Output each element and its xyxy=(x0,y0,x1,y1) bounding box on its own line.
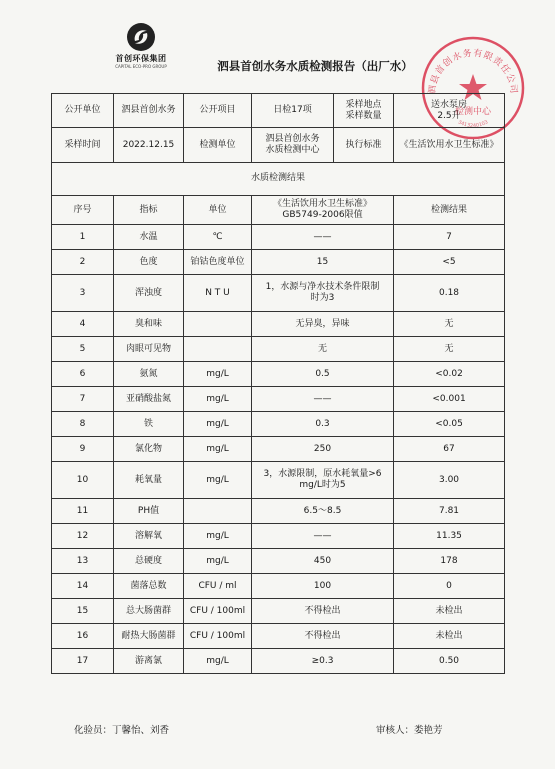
standard-limit: 0.3 xyxy=(252,412,394,437)
column-header: 单位 xyxy=(184,196,252,225)
standard-limit: 0.5 xyxy=(252,362,394,387)
test-result: 未检出 xyxy=(394,624,505,649)
test-result: 7.81 xyxy=(394,499,505,524)
test-result: <0.001 xyxy=(394,387,505,412)
indicator-name: 浑浊度 xyxy=(114,275,184,312)
standard-limit: 6.5～8.5 xyxy=(252,499,394,524)
test-result: 67 xyxy=(394,437,505,462)
standard-limit: —— xyxy=(252,225,394,250)
header-cell: 泗县首创水务 xyxy=(114,94,184,128)
standard-limit: 100 xyxy=(252,574,394,599)
table-row xyxy=(52,649,505,674)
table-row xyxy=(52,549,505,574)
indicator-name: 总大肠菌群 xyxy=(114,599,184,624)
results-body xyxy=(52,225,505,674)
column-header: 序号 xyxy=(52,196,114,225)
indicator-name: 菌落总数 xyxy=(114,574,184,599)
row-index: 9 xyxy=(52,437,114,462)
table-row xyxy=(52,412,505,437)
header-cell: 日检17项 xyxy=(252,94,334,128)
indicator-name: 臭和味 xyxy=(114,312,184,337)
results-section-row xyxy=(52,161,505,196)
test-result: 0.50 xyxy=(394,649,505,674)
unit: CFU / 100ml xyxy=(184,599,252,624)
row-index: 3 xyxy=(52,275,114,312)
column-header: 《生活饮用水卫生标准》 GB5749-2006限值 xyxy=(252,196,394,225)
test-result: 无 xyxy=(394,337,505,362)
row-index: 4 xyxy=(52,312,114,337)
unit: mg/L xyxy=(184,362,252,387)
logo-mark-icon xyxy=(126,22,156,52)
standard-limit: 250 xyxy=(252,437,394,462)
indicator-name: 肉眼可见物 xyxy=(114,337,184,362)
unit xyxy=(184,499,252,524)
row-index: 14 xyxy=(52,574,114,599)
unit xyxy=(184,312,252,337)
test-result: 178 xyxy=(394,549,505,574)
results-column-headers xyxy=(52,196,505,225)
row-index: 7 xyxy=(52,387,114,412)
table-row xyxy=(52,574,505,599)
indicator-name: 溶解氧 xyxy=(114,524,184,549)
row-index: 2 xyxy=(52,250,114,275)
seal-ring-text: 泗县首创水务有限责任公司 xyxy=(427,48,519,95)
indicator-name: 铁 xyxy=(114,412,184,437)
header-cell: 采样时间 xyxy=(52,128,114,163)
indicator-name: 总硬度 xyxy=(114,549,184,574)
standard-limit: 无异臭，异味 xyxy=(252,312,394,337)
unit: mg/L xyxy=(184,524,252,549)
report-title: 泗县首创水务水质检测报告（出厂水） xyxy=(217,59,413,73)
unit: mg/L xyxy=(184,649,252,674)
indicator-name: 水温 xyxy=(114,225,184,250)
row-index: 13 xyxy=(52,549,114,574)
header-cell: 公开单位 xyxy=(52,94,114,128)
seal-inner-text: 检测中心 xyxy=(454,107,492,117)
table-row xyxy=(52,624,505,649)
standard-limit: 不得检出 xyxy=(252,599,394,624)
test-result: 0.18 xyxy=(394,275,505,312)
row-index: 10 xyxy=(52,462,114,499)
header-cell: 2022.12.15 xyxy=(114,128,184,163)
table-row xyxy=(52,275,505,312)
test-result: 3.00 xyxy=(394,462,505,499)
table-row xyxy=(52,337,505,362)
indicator-name: 游离氯 xyxy=(114,649,184,674)
standard-limit: —— xyxy=(252,387,394,412)
test-result: <0.05 xyxy=(394,412,505,437)
test-result: <5 xyxy=(394,250,505,275)
table-row xyxy=(52,312,505,337)
test-result: 11.35 xyxy=(394,524,505,549)
standard-limit: ≥0.3 xyxy=(252,649,394,674)
unit: mg/L xyxy=(184,549,252,574)
table-row xyxy=(52,524,505,549)
table-row xyxy=(52,362,505,387)
seal-serial: 3413240103 xyxy=(456,119,490,130)
unit: CFU / ml xyxy=(184,574,252,599)
row-index: 11 xyxy=(52,499,114,524)
row-index: 15 xyxy=(52,599,114,624)
indicator-name: 氨氮 xyxy=(114,362,184,387)
column-header: 指标 xyxy=(114,196,184,225)
indicator-name: 亚硝酸盐氮 xyxy=(114,387,184,412)
standard-limit: 3，水源限制，原水耗氧量>6 mg/L时为5 xyxy=(252,462,394,499)
indicator-name: 氯化物 xyxy=(114,437,184,462)
row-index: 16 xyxy=(52,624,114,649)
header-cell: 公开项目 xyxy=(184,94,252,128)
results-section-title: 水质检测结果 xyxy=(52,161,505,196)
results-table xyxy=(51,161,505,674)
unit: mg/L xyxy=(184,437,252,462)
table-row xyxy=(52,387,505,412)
indicator-name: PH值 xyxy=(114,499,184,524)
unit: mg/L xyxy=(184,412,252,437)
table-row xyxy=(52,437,505,462)
standard-limit: 不得检出 xyxy=(252,624,394,649)
indicator-name: 色度 xyxy=(114,250,184,275)
indicator-name: 耐热大肠菌群 xyxy=(114,624,184,649)
test-result: 未检出 xyxy=(394,599,505,624)
table-row xyxy=(52,599,505,624)
standard-limit: 1，水源与净水技术条件限制 时为3 xyxy=(252,275,394,312)
unit: mg/L xyxy=(184,387,252,412)
header-row-publish xyxy=(52,94,505,128)
standard-limit: 15 xyxy=(252,250,394,275)
header-cell: 执行标准 xyxy=(334,128,394,163)
company-logo xyxy=(106,22,176,82)
table-row xyxy=(52,499,505,524)
header-cell: 《生活饮用水卫生标准》 xyxy=(394,128,505,163)
test-result: 0 xyxy=(394,574,505,599)
row-index: 5 xyxy=(52,337,114,362)
indicator-name: 耗氧量 xyxy=(114,462,184,499)
header-cell: 检测单位 xyxy=(184,128,252,163)
header-row-sampling xyxy=(52,128,505,163)
header-cell: 泗县首创水务 水质检测中心 xyxy=(252,128,334,163)
table-row xyxy=(52,225,505,250)
row-index: 17 xyxy=(52,649,114,674)
row-index: 12 xyxy=(52,524,114,549)
header-cell: 采样地点 采样数量 xyxy=(334,94,394,128)
table-row xyxy=(52,462,505,499)
logo-name-cn: 首创环保集团 xyxy=(115,54,167,63)
standard-limit: 无 xyxy=(252,337,394,362)
test-result: 无 xyxy=(394,312,505,337)
unit: CFU / 100ml xyxy=(184,624,252,649)
column-header: 检测结果 xyxy=(394,196,505,225)
row-index: 6 xyxy=(52,362,114,387)
unit xyxy=(184,337,252,362)
unit: ℃ xyxy=(184,225,252,250)
report-header-table xyxy=(51,93,505,163)
reviewer-signature: 审核人：娄艳芳 xyxy=(376,725,443,736)
header-cell: 送水泵房 2.5升 xyxy=(394,94,505,128)
standard-limit: —— xyxy=(252,524,394,549)
unit: N T U xyxy=(184,275,252,312)
unit: 铂钴色度单位 xyxy=(184,250,252,275)
standard-limit: 450 xyxy=(252,549,394,574)
test-result: <0.02 xyxy=(394,362,505,387)
table-row xyxy=(52,250,505,275)
row-index: 1 xyxy=(52,225,114,250)
logo-name-en: CAPITAL ECO-PRO GROUP xyxy=(115,64,167,69)
row-index: 8 xyxy=(52,412,114,437)
test-result: 7 xyxy=(394,225,505,250)
unit: mg/L xyxy=(184,462,252,499)
inspector-signature: 化验员：丁馨怡、刘香 xyxy=(74,725,170,736)
